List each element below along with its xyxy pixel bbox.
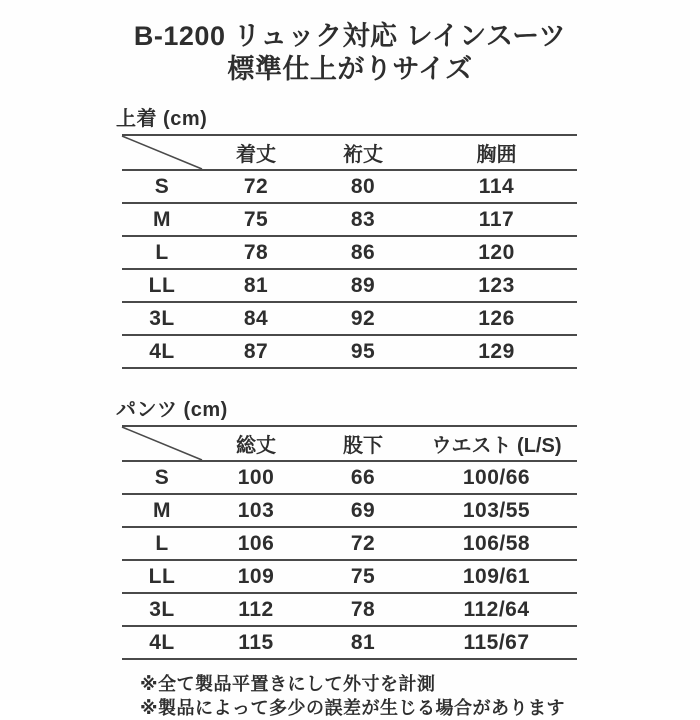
diagonal-header-cell [122,135,202,170]
footnotes [140,672,700,720]
table-row [122,461,577,494]
jacket-col-header-body-length: 着丈 [202,135,310,170]
cell-total-length: 100 [202,461,310,494]
cell-inseam: 75 [310,560,416,593]
diagonal-header-cell [122,426,202,461]
size-label: L [122,527,202,560]
cell-sleeve-length: 80 [310,170,416,203]
table-row [122,302,577,335]
cell-inseam: 72 [310,527,416,560]
cell-sleeve-length: 83 [310,203,416,236]
cell-chest: 129 [416,335,577,368]
diagonal-line [122,427,202,460]
cell-waist: 100/66 [416,461,577,494]
cell-total-length: 103 [202,494,310,527]
pants-col-header-waist: ウエスト (L/S) [416,426,577,461]
pants-col-header-inseam: 股下 [310,426,416,461]
cell-chest: 123 [416,269,577,302]
cell-sleeve-length: 92 [310,302,416,335]
size-label: M [122,203,202,236]
table-row [122,236,577,269]
cell-body-length: 87 [202,335,310,368]
cell-chest: 126 [416,302,577,335]
size-label: S [122,461,202,494]
size-label: 3L [122,593,202,626]
cell-inseam: 69 [310,494,416,527]
cell-inseam: 81 [310,626,416,659]
size-label: S [122,170,202,203]
cell-sleeve-length: 89 [310,269,416,302]
table-row [122,593,577,626]
size-label: 3L [122,302,202,335]
table-row [122,626,577,659]
table-row [122,269,577,302]
cell-total-length: 106 [202,527,310,560]
cell-sleeve-length: 95 [310,335,416,368]
jacket-size-table [122,134,577,369]
cell-waist: 103/55 [416,494,577,527]
cell-body-length: 84 [202,302,310,335]
cell-body-length: 72 [202,170,310,203]
cell-body-length: 75 [202,203,310,236]
size-label: L [122,236,202,269]
cell-total-length: 109 [202,560,310,593]
cell-waist: 109/61 [416,560,577,593]
jacket-col-header-sleeve-length: 裄丈 [310,135,416,170]
diagonal-line [122,136,202,169]
pants-section-label: パンツ (cm) [116,399,228,421]
jacket-header-row [122,135,577,170]
cell-chest: 120 [416,236,577,269]
cell-sleeve-length: 86 [310,236,416,269]
cell-chest: 117 [416,203,577,236]
footnote-measurement: ※全て製品平置きにして外寸を計測 [140,674,436,694]
page-title-line2: 標準仕上がりサイズ [227,54,473,84]
pants-header-row [122,426,577,461]
cell-waist: 106/58 [416,527,577,560]
cell-total-length: 112 [202,593,310,626]
size-label: M [122,494,202,527]
cell-total-length: 115 [202,626,310,659]
table-row [122,335,577,368]
table-row [122,560,577,593]
cell-waist: 112/64 [416,593,577,626]
cell-body-length: 81 [202,269,310,302]
table-row [122,494,577,527]
size-label: 4L [122,335,202,368]
cell-chest: 114 [416,170,577,203]
cell-body-length: 78 [202,236,310,269]
jacket-section-label: 上着 (cm) [116,108,208,130]
table-row [122,527,577,560]
cell-inseam: 66 [310,461,416,494]
jacket-col-header-chest: 胸囲 [416,135,577,170]
pants-col-header-total-length: 総丈 [202,426,310,461]
cell-waist: 115/67 [416,626,577,659]
cell-inseam: 78 [310,593,416,626]
table-row [122,170,577,203]
pants-size-table [122,425,577,660]
size-label: LL [122,560,202,593]
size-label: LL [122,269,202,302]
table-row [122,203,577,236]
page-title-line1: B-1200 リュック対応 レインスーツ [133,21,567,51]
page-title [0,0,700,86]
size-label: 4L [122,626,202,659]
footnote-tolerance: ※製品によって多少の誤差が生じる場合があります [140,698,565,718]
